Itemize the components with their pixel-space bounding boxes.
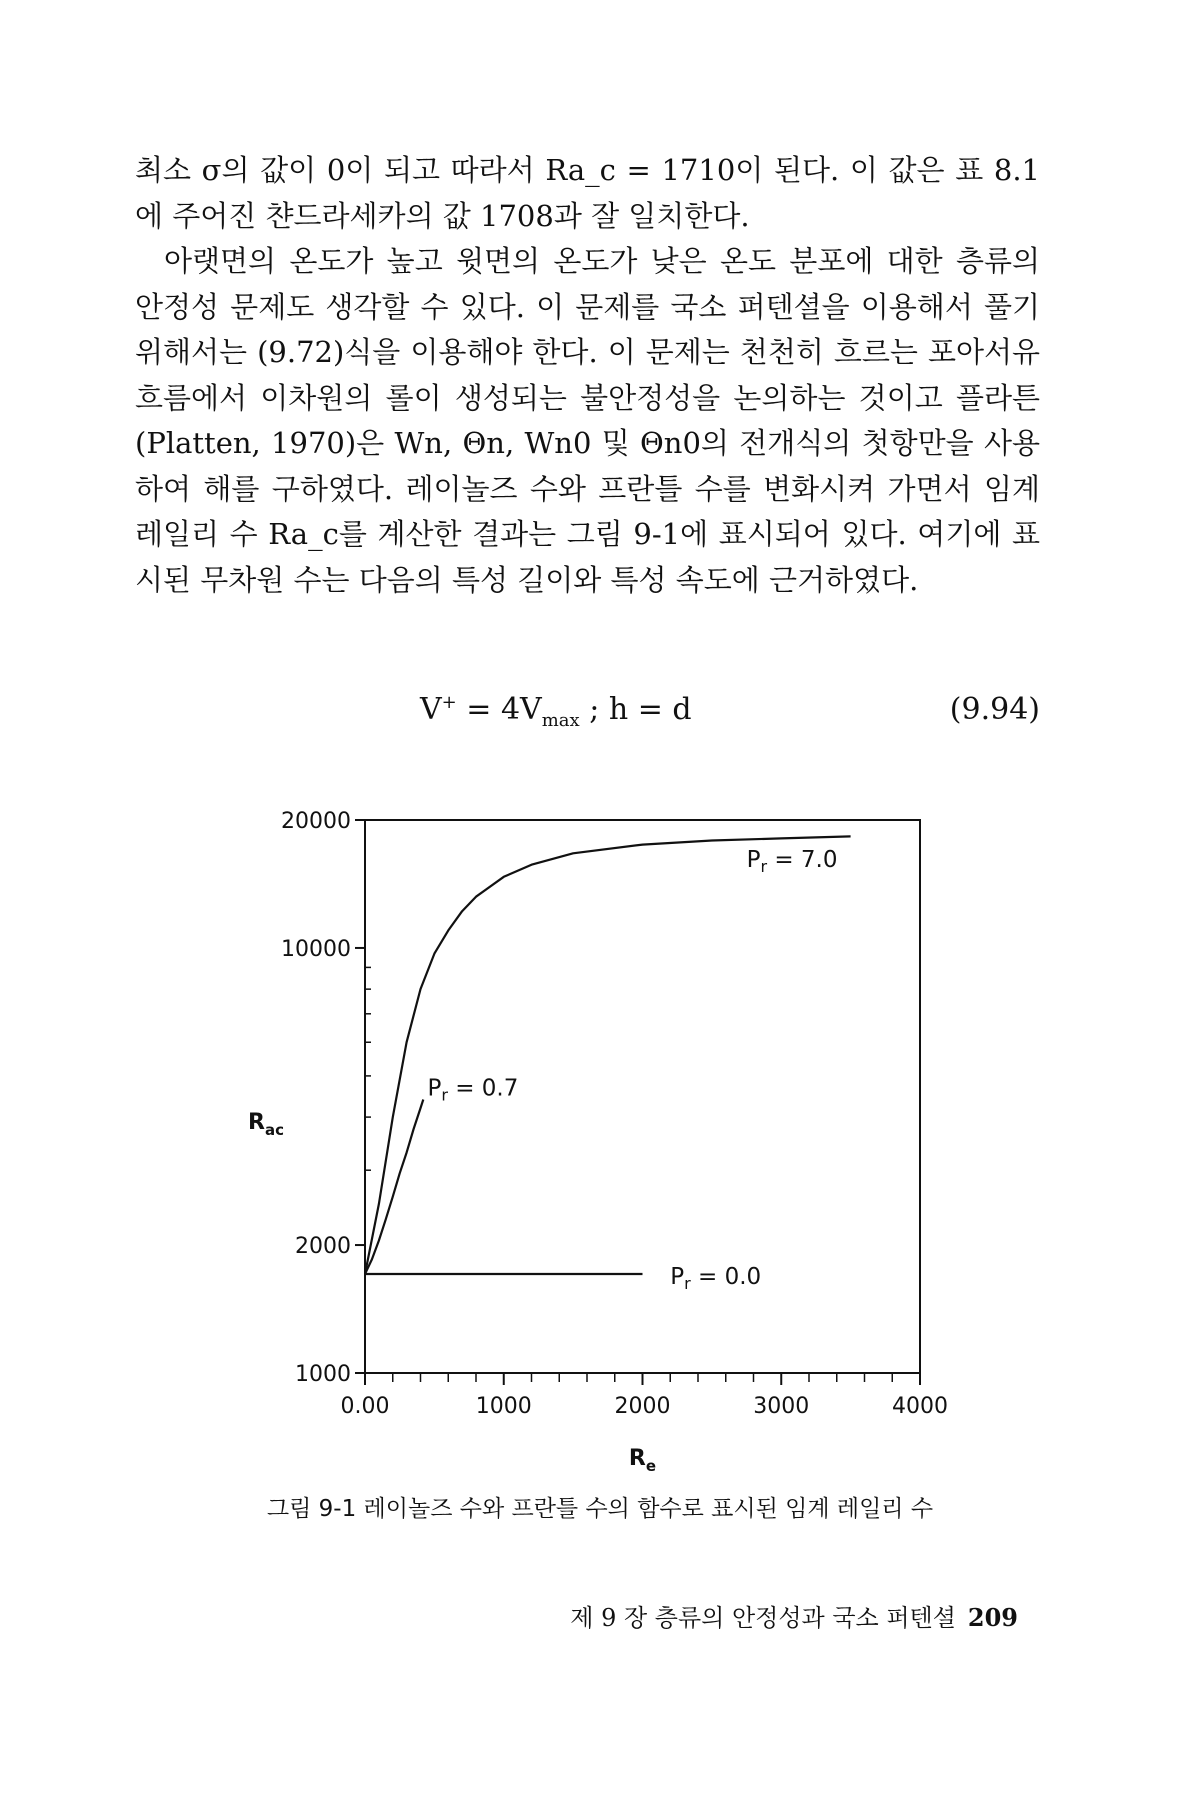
equation-rhs-b: ; h = d [579, 692, 692, 727]
y-tick-label: 2000 [295, 1234, 351, 1260]
series-label-Pr=7.0: $P_r = 7.0$ [746, 847, 838, 877]
chapter-title: 제 9 장 층류의 안정성과 국소 퍼텐셜 [570, 1604, 956, 1632]
page-footer [570, 1598, 1018, 1633]
series-label-Pr=0.7: $P_r = 0.7$ [427, 1075, 519, 1105]
equation-rhs-sub: max [541, 710, 580, 731]
paragraph-1: 최소 σ의 값이 0이 되고 따라서 Ra_c = 1710이 된다. 이 값은 표 8.1에 주어진 챤드라세카의 값 1708과 잘 일치한다. [135, 153, 1040, 233]
x-tick-label: 3000 [753, 1394, 810, 1419]
y-tick-label: 10000 [281, 936, 351, 962]
y-tick-label: 20000 [281, 809, 351, 834]
series-line-Pr=0.7 [365, 1100, 423, 1275]
x-tick-label: 2000 [614, 1394, 671, 1419]
figure-9-1-chart [240, 795, 960, 1475]
x-axis-label: $R_e$ [628, 1446, 657, 1475]
y-axis-label: $R_{ac}$ [248, 1110, 284, 1140]
y-tick-label: 1000 [295, 1362, 351, 1387]
equation-rhs-a: = 4V [456, 692, 542, 727]
page-number: 209 [967, 1603, 1018, 1632]
equation-line [0, 692, 1200, 742]
series-line-Pr=7.0 [365, 836, 851, 1274]
x-tick-label: 1000 [475, 1394, 532, 1419]
equation-number: (9.94) [949, 692, 1040, 727]
equation-lhs: V [420, 692, 442, 727]
x-tick-label: 4000 [892, 1394, 948, 1419]
x-tick-label: 0.00 [340, 1394, 390, 1419]
figure-caption: 그림 9-1 레이놀즈 수와 프란틀 수의 함수로 표시된 임계 레일리 수 [266, 1496, 934, 1522]
equation-lhs-sup: + [441, 692, 457, 713]
series-label-Pr=0.0: $P_r = 0.0$ [670, 1263, 762, 1293]
paragraph-2: 아랫면의 온도가 높고 윗면의 온도가 낮은 온도 분포에 대한 층류의 안정성 문제도 생각할 수 있다. 이 문제를 국소 퍼텐셜을 이용해서 풀기 위해서는 (9.72)식을 이용해야 한다. 이 문제는 천천히 흐르는 포아서유 흐름에서 이차원의 롤이 생성되는 불안정성을 논의하는 것이고 플라튼(Platten, 1970)은 Wn, Θn, Wn0 및 Θn0의 전개식의 첫항만을 사용하여 해를 구하였다. 레이놀즈 수와 프란틀 수를 변화시켜 가면서 임계 레일리 수 Ra_c를 계산한 결과는 그림 9-1에 표시되어 있다. 여기에 표시된 무차원 수는 다음의 특성 길이와 특성 속도에 근거하였다. [135, 244, 1040, 597]
equation [420, 692, 692, 731]
